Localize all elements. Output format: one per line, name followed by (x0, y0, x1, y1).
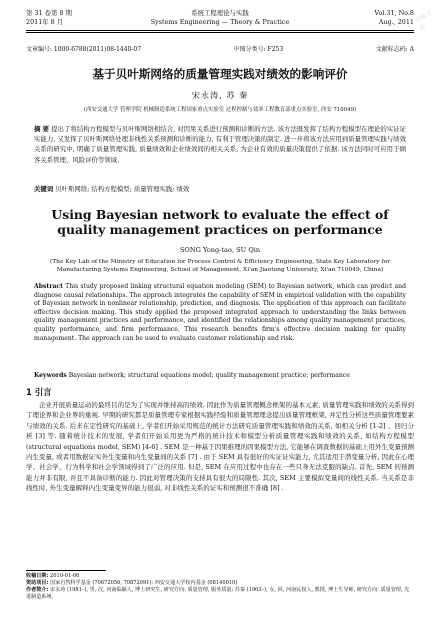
abstract-cn-text: 提出了将结构方程模型与贝叶斯网络相结合, 对因果关系进行预测和诊断的方法. 该方法既发挥了结构方程模型在理论的实证证实能力, 又发挥了贝叶斯网络处理非线性关系预测和诊断的能力, 有利于管理决策的制定. 进一步将该方法应用到质量管理实践与绩效关系的研究中, 明确了质量管理实践, 质量绩效和企业绩效间的相关关系, 为企业有效的质量决策提供了依据. 该方法同时可应用于顾客关系管理、风险评价等领域. (34, 125, 406, 164)
footnotes (26, 573, 414, 601)
header-rule-thin (26, 32, 414, 33)
document-code: 文献标志码: A (375, 46, 414, 53)
header-journal-en: Systems Engineering — Theory & Practice (150, 17, 290, 26)
footnote-funding (26, 580, 414, 587)
footnote-bio (26, 587, 414, 601)
footnote-received (26, 573, 414, 580)
header-volume-cn: 第 31 卷第 8 期 (26, 9, 72, 17)
header-volume-en: Vol.31, No.8 (374, 9, 414, 17)
affiliation-en: (The Key Lab of the Ministry of Education for Process Control & Efficiency Engineering, State Key Laboratory for Manufacturing Systems Engineering, School of Management, Xi'an Jiaotong University, Xi'an 710049, China) (49, 259, 391, 273)
bio-label: 作者简介: (26, 587, 49, 593)
keywords-en-label: Keywords (34, 372, 67, 379)
clc-number: 中图分类号: F253 (233, 46, 284, 53)
funding-text: 国家自然科学基金 (70672056, 70872091); 西安交通大学校内基金 (08140010) (50, 580, 238, 586)
section-heading: 1 引言 (26, 387, 52, 397)
keywords-cn-text: 贝叶斯网络; 结构方程模型; 质量管理实践; 绩效 (55, 185, 190, 193)
keywords-cn (34, 184, 406, 193)
header-journal-cn: 系统工程理论与实践 (191, 9, 249, 17)
keywords-cn-label: 关键词 (34, 185, 54, 193)
abstract-cn-label: 摘 要 (34, 125, 50, 133)
affiliation-cn: (西安交通大学 管理学院 机械制造系统工程国家重点实验室 过程控制与效率工程教育部重点实验室, 西安 710049) (83, 107, 357, 113)
running-header (26, 9, 414, 26)
article-meta (26, 44, 414, 53)
article-number: 文章编号: 1000-6788(2011)08-1440-07 (26, 46, 142, 53)
keywords-en-text: Bayesian network; structural equations model; quality management practice; performance (68, 372, 350, 379)
title-en: Using Bayesian network to evaluate the effect of quality management practices on performance (51, 207, 389, 237)
title-cn: 基于贝叶斯网络的质量管理实践对绩效的影响评价 (92, 67, 348, 81)
abstract-en-label: Abstract (34, 283, 63, 290)
watermark: 百度文库 (413, 9, 434, 33)
header-date-en: Aug., 2011 (378, 17, 414, 26)
section-body: 企业开展质量运动的最终目的是为了实现并维持高的绩效. 因此作为质量管理概念框架的基本元素, 质量管理实践和绩效的关系得到了理论界和企业界的重视. 早期的研究都是质量管理专家根据实践经验和质量管理理念提出质量管理框架, 并定性分析这些质量管理要素与绩效的关系. 后来在定性研究的基础上, 学者们开始采用规范的统计方法研究质量管理实践和绩效的关系, 如相关分析 [1-2] 、回归分析 [3] 等. 随着统计技术的发展, 学者们开始采用更为严格的统计技术和模型分析质量管理实践和绩效的关系, 如结构方程模型 (structural equations model, SEM) [4-6] . SEM 是一种基于因果推理的因果模型方法, 它能够在调查数据的基础上用外生变量预测内生变量, 或者用数据证实外生变量和内生变量间的关系 [7] . 由于 SEM 具有很好的实证证实能力, 尤其适用于潜变量分析, 因此在心理学、社会学、行为科学和社会学领域得到了广泛的应用. 但是, SEM 在应用过程中也存在一些只身无法克服的缺点. 首先, SEM 的预测能力并非有限, 并且不具备诊断的能力. 因此对管理决策的支持具有很大的局限性. 其次, SEM 主要模拟变量间的线性关系. 当关系是非线性时, 外生变量解释内生变量变异的能力很弱, 对非线性关系的证实和预测很不准确 [8] . (26, 401, 414, 493)
keywords-en (34, 372, 406, 379)
received-label: 收稿日期: (26, 573, 49, 579)
received-date: 2010-01-06 (50, 573, 80, 579)
authors-cn: 宋永涛, 苏 秦 (191, 90, 249, 100)
footnote-rule (26, 570, 106, 571)
abstract-en (34, 283, 406, 343)
abstract-en-text: This study proposed linking structural equation modeling (SEM) to Bayesian network, which can predict and diagnose causal relationships. The approach integrates the capability of SEM in empirical validation with the capability of Bayesian network in nonlinear relationship, prediction, and diagnosis. The application of this approach can facilitate effective decision making. This study applied the proposed integrated approach to understanding the links between quality management practices and performance, and identified the relationships among quality management practices, quality performance, and firm performance. This research benefits firm's effective decision making for quality management. The approach can be used to evaluate customer relationship and risk. (34, 283, 407, 342)
header-date-cn: 2011年 8 月 (26, 17, 64, 26)
abstract-cn (34, 124, 406, 165)
bio-text: 宋永涛 (1981–), 男, 汉, 河南临颍人, 博士研究生, 研究方向: 质量管理, 服务质量; 苏秦 (1963–), 女, 回, 河南民权人, 教授, 博士生导师, 研究方向: 质量管理, 先进制造系统. (26, 587, 410, 600)
funding-label: 资助项目: (26, 580, 49, 586)
authors-en: SONG Yong-tao, SU Qin (179, 246, 261, 254)
header-rule (26, 30, 414, 31)
